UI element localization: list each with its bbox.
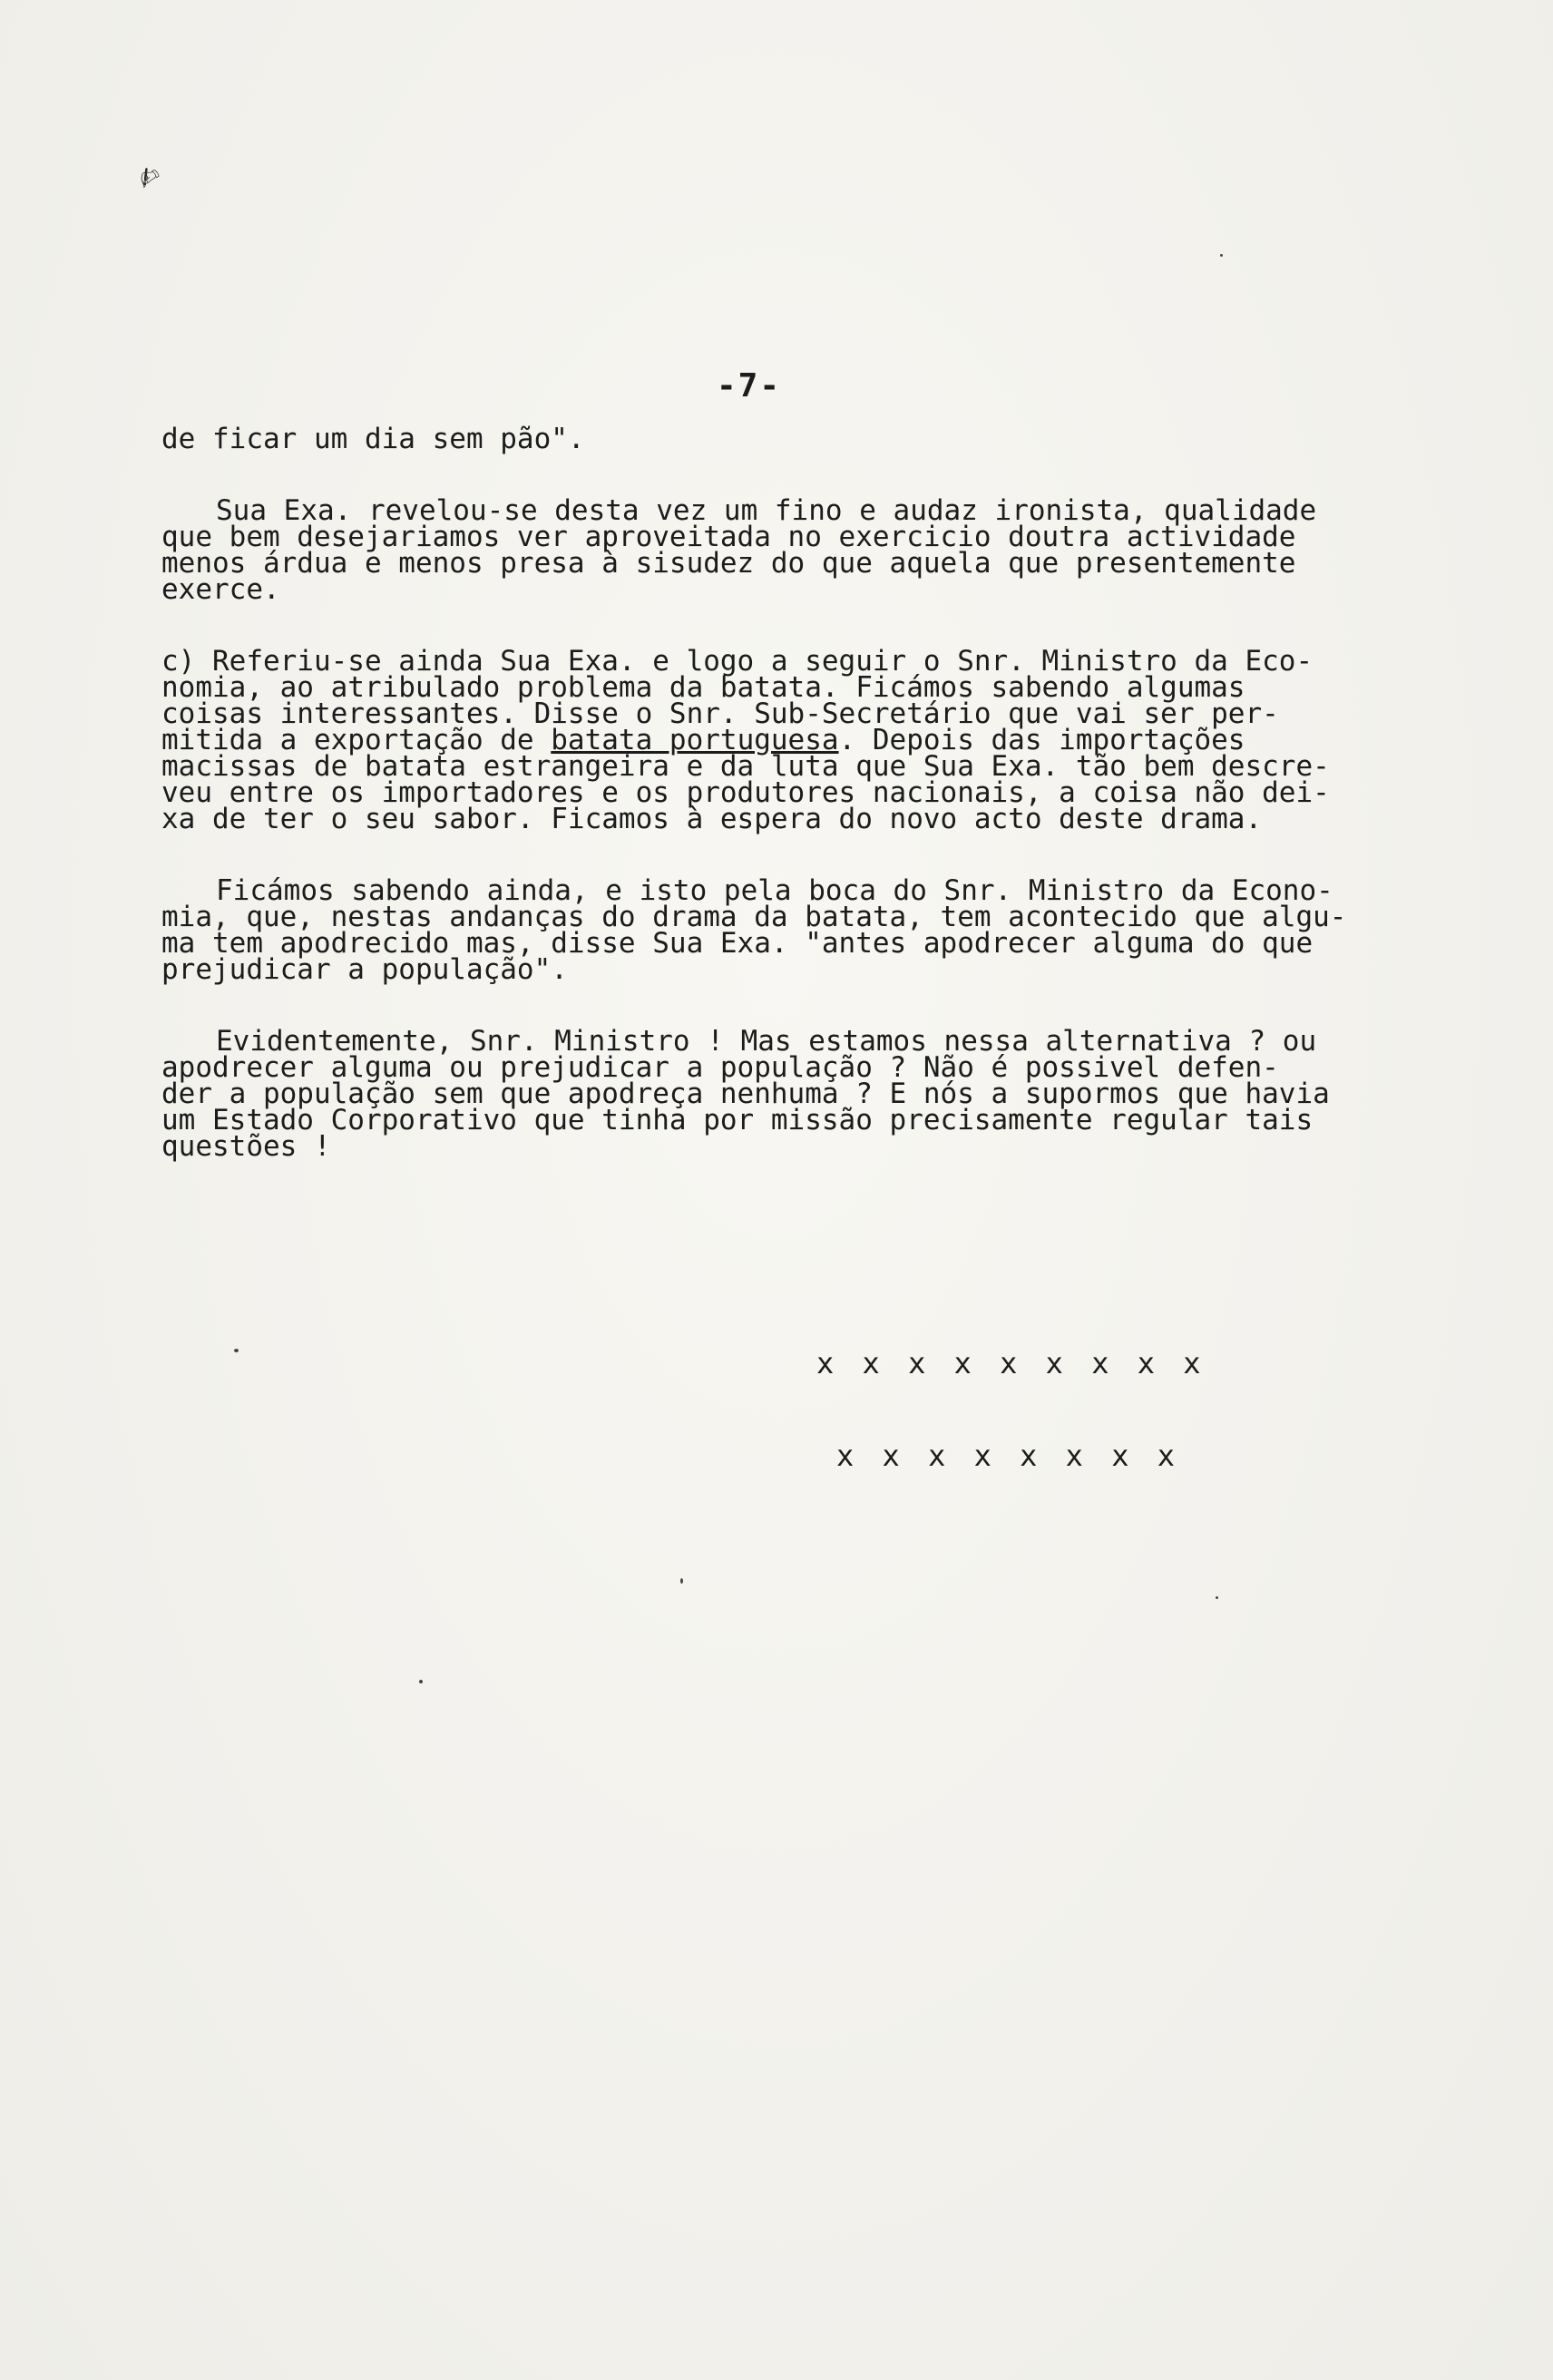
text-line: nomia, ao atribulado problema da batata. Ficámos sabendo algumas <box>161 671 1245 704</box>
underlined-phrase: batata portuguesa <box>551 724 839 756</box>
text-line: xa de ter o seu sabor. Ficamos à espera do novo acto deste drama. <box>161 803 1263 835</box>
text-line: c) Referiu-se ainda Sua Exa. e logo a seguir o Snr. Ministro da Eco- <box>161 645 1314 678</box>
text-line: Evidentemente, Snr. Ministro ! Mas estamos nessa alternativa ? ou <box>216 1025 1317 1058</box>
text-line: de ficar um dia sem pão". <box>161 423 585 455</box>
text-line: exerce. <box>161 573 280 606</box>
closing-marks <box>816 1286 1206 1533</box>
paper-speck <box>234 1349 239 1352</box>
handwritten-mark: ✍ <box>125 151 169 199</box>
text-line: der a população sem que apodreça nenhuma ? E nós a supormos que havia <box>161 1078 1330 1110</box>
text-line: menos árdua e menos presa à sisudez do que aquela que presentemente <box>161 547 1296 580</box>
text-line: mia, que, nestas andanças do drama da batata, tem acontecido que algu- <box>161 901 1347 933</box>
text-line: prejudicar a população". <box>161 953 568 986</box>
paper-speck <box>1220 254 1223 257</box>
page-number: -7- <box>717 367 782 405</box>
text-line: veu entre os importadores e os produtores nacionais, a coisa não dei- <box>161 776 1330 809</box>
paragraph-5 <box>161 1025 1468 1163</box>
paragraph-2 <box>161 494 1468 606</box>
text-line: um Estado Corporativo que tinha por missão precisamente regular tais <box>161 1104 1314 1136</box>
paper-speck <box>680 1578 683 1584</box>
text-segment: . Depois das importações <box>838 724 1245 756</box>
text-line: macissas de batata estrangeira e da luta que Sua Exa. tão bem descre- <box>161 750 1330 783</box>
paper-speck <box>419 1680 423 1683</box>
paragraph-4 <box>161 874 1468 986</box>
closing-line-1: x x x x x x x x x <box>816 1346 1206 1380</box>
text-line: questões ! <box>161 1130 331 1163</box>
text-line: ma tem apodrecido mas, disse Sua Exa. "antes apodrecer alguma do que <box>161 927 1314 960</box>
paragraph-3 <box>161 645 1468 835</box>
text-line: coisas interessantes. Disse o Snr. Sub-Secretário que vai ser per- <box>161 697 1279 730</box>
paragraph-1 <box>161 423 1468 455</box>
paper-speck <box>1216 1596 1218 1599</box>
closing-line-2: x x x x x x x x <box>836 1439 1180 1473</box>
text-segment: mitida a exportação de <box>161 724 552 756</box>
document-body <box>161 423 1468 1163</box>
text-line: que bem desejariamos ver aproveitada no exercicio doutra actividade <box>161 521 1296 553</box>
text-line: Ficámos sabendo ainda, e isto pela boca do Snr. Ministro da Econo- <box>216 874 1333 907</box>
text-line: apodrecer alguma ou prejudicar a população ? Não é possivel defen- <box>161 1051 1279 1084</box>
text-line: Sua Exa. revelou-se desta vez um fino e audaz ironista, qualidade <box>216 494 1317 527</box>
